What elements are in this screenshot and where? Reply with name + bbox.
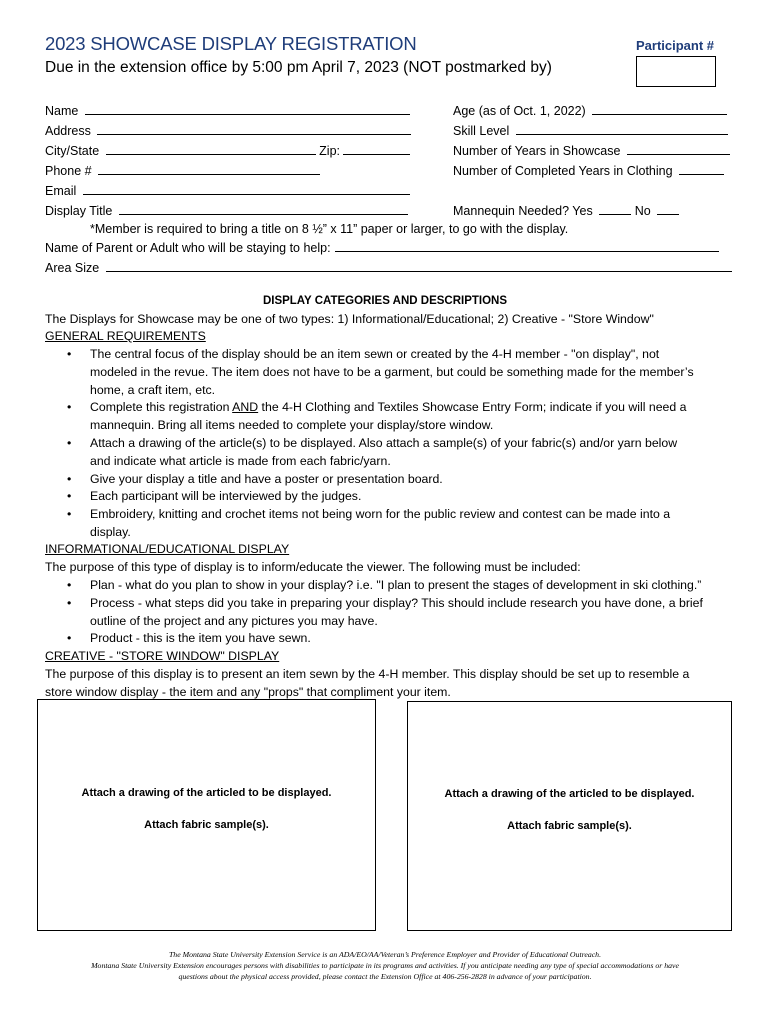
age-line[interactable] (592, 103, 727, 115)
zip-line[interactable] (343, 143, 410, 155)
display-title-label: Display Title (45, 204, 113, 218)
attachment-box-right[interactable] (407, 701, 732, 931)
email-line[interactable] (83, 183, 410, 195)
skill-level-label: Skill Level (453, 124, 510, 138)
area-size-line[interactable] (106, 260, 732, 272)
parent-field[interactable] (45, 240, 719, 256)
years-clothing-label: Number of Completed Years in Clothing (453, 164, 673, 178)
due-date-notice: Due in the extension office by 5:00 pm April 7, 2023 (NOT postmarked by) (45, 59, 552, 76)
mannequin-no-line[interactable] (657, 203, 679, 215)
creative-text-line-2: store window display - the item and any "props" that compliment your item. (45, 685, 451, 699)
fabric-instruction: Attach fabric sample(s). (144, 819, 269, 831)
parent-line[interactable] (335, 240, 719, 252)
years-showcase-line[interactable] (627, 143, 730, 155)
page-title: 2023 SHOWCASE DISPLAY REGISTRATION (45, 33, 417, 54)
phone-label: Phone # (45, 164, 92, 178)
area-size-label: Area Size (45, 261, 100, 275)
list-item: • Product - this is the item you have sewn. (67, 631, 311, 646)
general-requirements-heading: GENERAL REQUIREMENTS (45, 329, 206, 343)
city-state-field[interactable] (45, 143, 410, 159)
name-field[interactable] (45, 103, 410, 119)
mannequin-field[interactable] (453, 203, 679, 219)
footer-line-2: Montana State University Extension encourages persons with disabilities to participate in its programs and activities. If you anticipate needing any type of special accommodations or have (91, 961, 679, 970)
age-field[interactable] (453, 103, 727, 119)
mannequin-no-label: No (634, 204, 651, 218)
area-size-field[interactable] (45, 260, 732, 276)
list-item: • Plan - what do you plan to show in your display? i.e. "I plan to present the stages of development in ski clothing.” (67, 578, 702, 592)
drawing-instruction: Attach a drawing of the articled to be displayed. (81, 787, 332, 799)
address-field[interactable] (45, 123, 411, 139)
categories-heading: DISPLAY CATEGORIES AND DESCRIPTIONS (262, 295, 508, 307)
mannequin-label: Mannequin Needed? Yes (453, 204, 593, 218)
zip-label: Zip: (319, 144, 340, 158)
fabric-instruction: Attach fabric sample(s). (507, 820, 632, 832)
years-showcase-field[interactable] (453, 143, 730, 159)
list-item: • Each participant will be interviewed by the judges. (67, 489, 362, 504)
years-clothing-line[interactable] (679, 163, 724, 175)
address-label: Address (45, 124, 91, 138)
footer-line-3: questions about the physical access provided, please contact the Extension Office at 406-256-2828 in advance of your participation. (178, 972, 592, 981)
skill-level-line[interactable] (516, 123, 728, 135)
parent-label: Name of Parent or Adult who will be staying to help: (45, 241, 331, 255)
participant-number-box[interactable] (636, 56, 716, 87)
and-emphasis: AND (232, 400, 259, 415)
creative-text-line-1: The purpose of this display is to present an item sewn by the 4-H member. This display should be set up to resemble a (45, 667, 690, 681)
attachment-box-left[interactable] (37, 699, 376, 931)
mannequin-yes-line[interactable] (599, 203, 631, 215)
city-state-line[interactable] (106, 143, 316, 155)
list-item: • Give your display a title and have a poster or presentation board. (67, 471, 443, 486)
participant-number-label: Participant # (636, 38, 715, 53)
years-showcase-label: Number of Years in Showcase (453, 144, 621, 158)
drawing-instruction: Attach a drawing of the articled to be displayed. (444, 788, 695, 800)
name-line[interactable] (85, 103, 410, 115)
list-item: • Embroidery, knitting and crochet items not being worn for the public review and contest can be made into a display. (67, 507, 671, 539)
years-clothing-field[interactable] (453, 163, 724, 179)
name-label: Name (45, 104, 79, 118)
skill-level-field[interactable] (453, 123, 728, 139)
display-title-line[interactable] (119, 203, 408, 215)
informational-intro: The purpose of this type of display is to inform/educate the viewer. The following must be included: (45, 560, 581, 574)
creative-heading: CREATIVE - "STORE WINDOW" DISPLAY (45, 649, 280, 663)
email-field[interactable] (45, 183, 410, 199)
age-label: Age (as of Oct. 1, 2022) (453, 104, 586, 118)
informational-heading: INFORMATIONAL/EDUCATIONAL DISPLAY (45, 542, 290, 556)
list-item: • Attach a drawing of the article(s) to be displayed. Also attach a sample(s) of your fabric(s) and/or yarn below and indicate what article is made from each fabric/yarn. (67, 435, 678, 468)
display-title-field[interactable] (45, 203, 408, 219)
categories-intro: The Displays for Showcase may be one of two types: 1) Informational/Educational; 2) Creative - "Store Window" (45, 312, 654, 326)
list-item: • Process - what steps did you take in preparing your display? This should include research you have done, a brief outline of the project and any pictures you may have. (67, 595, 703, 628)
city-state-label: City/State (45, 144, 100, 158)
phone-line[interactable] (98, 163, 320, 175)
informational-list (45, 577, 735, 648)
address-line[interactable] (97, 123, 411, 135)
phone-field[interactable] (45, 163, 320, 179)
list-item: • The central focus of the display should be an item sewn or created by the 4-H member - "on display", not modeled in the revue. The item does not have to be a garment, but could be something made for the member’s home, a craft item, etc. (67, 347, 694, 397)
footer-line-1: The Montana State University Extension Service is an ADA/EO/AA/Veteran’s Preference Employer and Provider of Educational Outreach. (168, 950, 602, 959)
general-requirements-list (45, 346, 735, 542)
member-title-note: *Member is required to bring a title on 8 ½” x 11” paper or larger, to go with the display. (90, 222, 569, 236)
email-label: Email (45, 184, 77, 198)
list-item: • Complete this registration AND the 4-H Clothing and Textiles Showcase Entry Form; indicate if you will need a mannequin. Bring all items needed to complete your display/store window. (67, 400, 687, 433)
